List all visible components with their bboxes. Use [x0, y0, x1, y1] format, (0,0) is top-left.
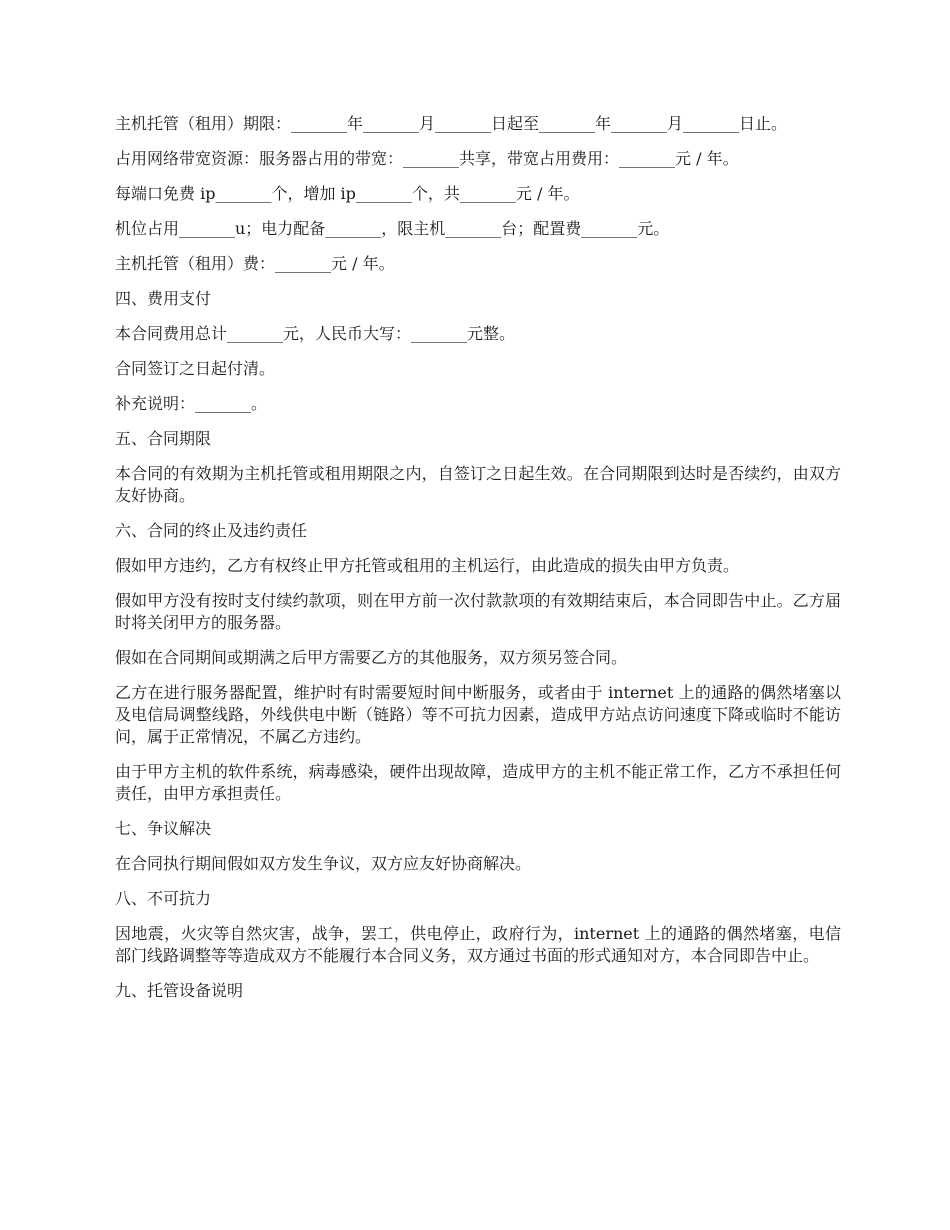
- payment-timing-clause: 合同签订之日起付清。: [115, 359, 276, 378]
- term-clause: 本合同的有效期为主机托管或租用期限之内，自签订之日起生效。在合同期限到达时是否续约，由双方友好协商。: [115, 464, 841, 505]
- breach-clause-2: 假如甲方没有按时支付续约款项，则在甲方前一次付款款项的有效期结束后，本合同即告中止。乙方届时将关闭甲方的服务器。: [115, 591, 841, 632]
- force-majeure-clause: 因地震，火灾等自然灾害，战争，罢工，供电停止，政府行为，internet 上的通路的偶然堵塞，电信部门线路调整等等造成双方不能履行本合同义务，双方通过书面的形式通知对方，本合同即告中止。: [115, 924, 841, 965]
- section-heading-force-majeure: 八、不可抗力: [115, 889, 212, 908]
- section-heading-dispute: 七、争议解决: [115, 819, 212, 838]
- ip-clause: 每端口免费 ip_______个，增加 ip_______个，共_______元 / 年。: [115, 184, 580, 203]
- document-body: [115, 113, 841, 1015]
- section-heading-payment: 四、费用支付: [115, 289, 212, 308]
- dispute-clause: 在合同执行期间假如双方发生争议，双方应友好协商解决。: [115, 854, 532, 873]
- total-fee-clause: 本合同费用总计_______元，人民币大写：_______元整。: [115, 324, 516, 343]
- breach-clause-4: 乙方在进行服务器配置，维护时有时需要短时间中断服务，或者由于 internet 上的通路的偶然堵塞以及电信局调整线路，外线供电中断（链路）等不可抗力因素，造成甲方站点访问速度下降或临时不能访问，属于正常情况，不属乙方违约。: [115, 683, 841, 746]
- bandwidth-clause: 占用网络带宽资源：服务器占用的带宽：_______共享，带宽占用费用：_______元 / 年。: [115, 149, 739, 168]
- hosting-period-clause: 主机托管（租用）期限：_______年_______月_______日起至_______年_______月_______日止。: [115, 114, 788, 133]
- section-heading-termination: 六、合同的终止及违约责任: [115, 521, 308, 540]
- breach-clause-3: 假如在合同期间或期满之后甲方需要乙方的其他服务，双方须另签合同。: [115, 648, 628, 667]
- section-heading-term: 五、合同期限: [115, 429, 212, 448]
- supplementary-note: 补充说明：_______。: [115, 394, 268, 413]
- rack-power-clause: 机位占用_______u；电力配备_______，限主机_______台；配置费_______元。: [115, 219, 670, 238]
- breach-clause-1: 假如甲方违约，乙方有权终止甲方托管或租用的主机运行，由此造成的损失由甲方负责。: [115, 556, 740, 575]
- breach-clause-5: 由于甲方主机的软件系统，病毒感染，硬件出现故障，造成甲方的主机不能正常工作，乙方不承担任何责任，由甲方承担责任。: [115, 762, 841, 803]
- section-heading-equipment: 九、托管设备说明: [115, 981, 244, 1000]
- hosting-fee-clause: 主机托管（租用）费：_______元 / 年。: [115, 254, 395, 273]
